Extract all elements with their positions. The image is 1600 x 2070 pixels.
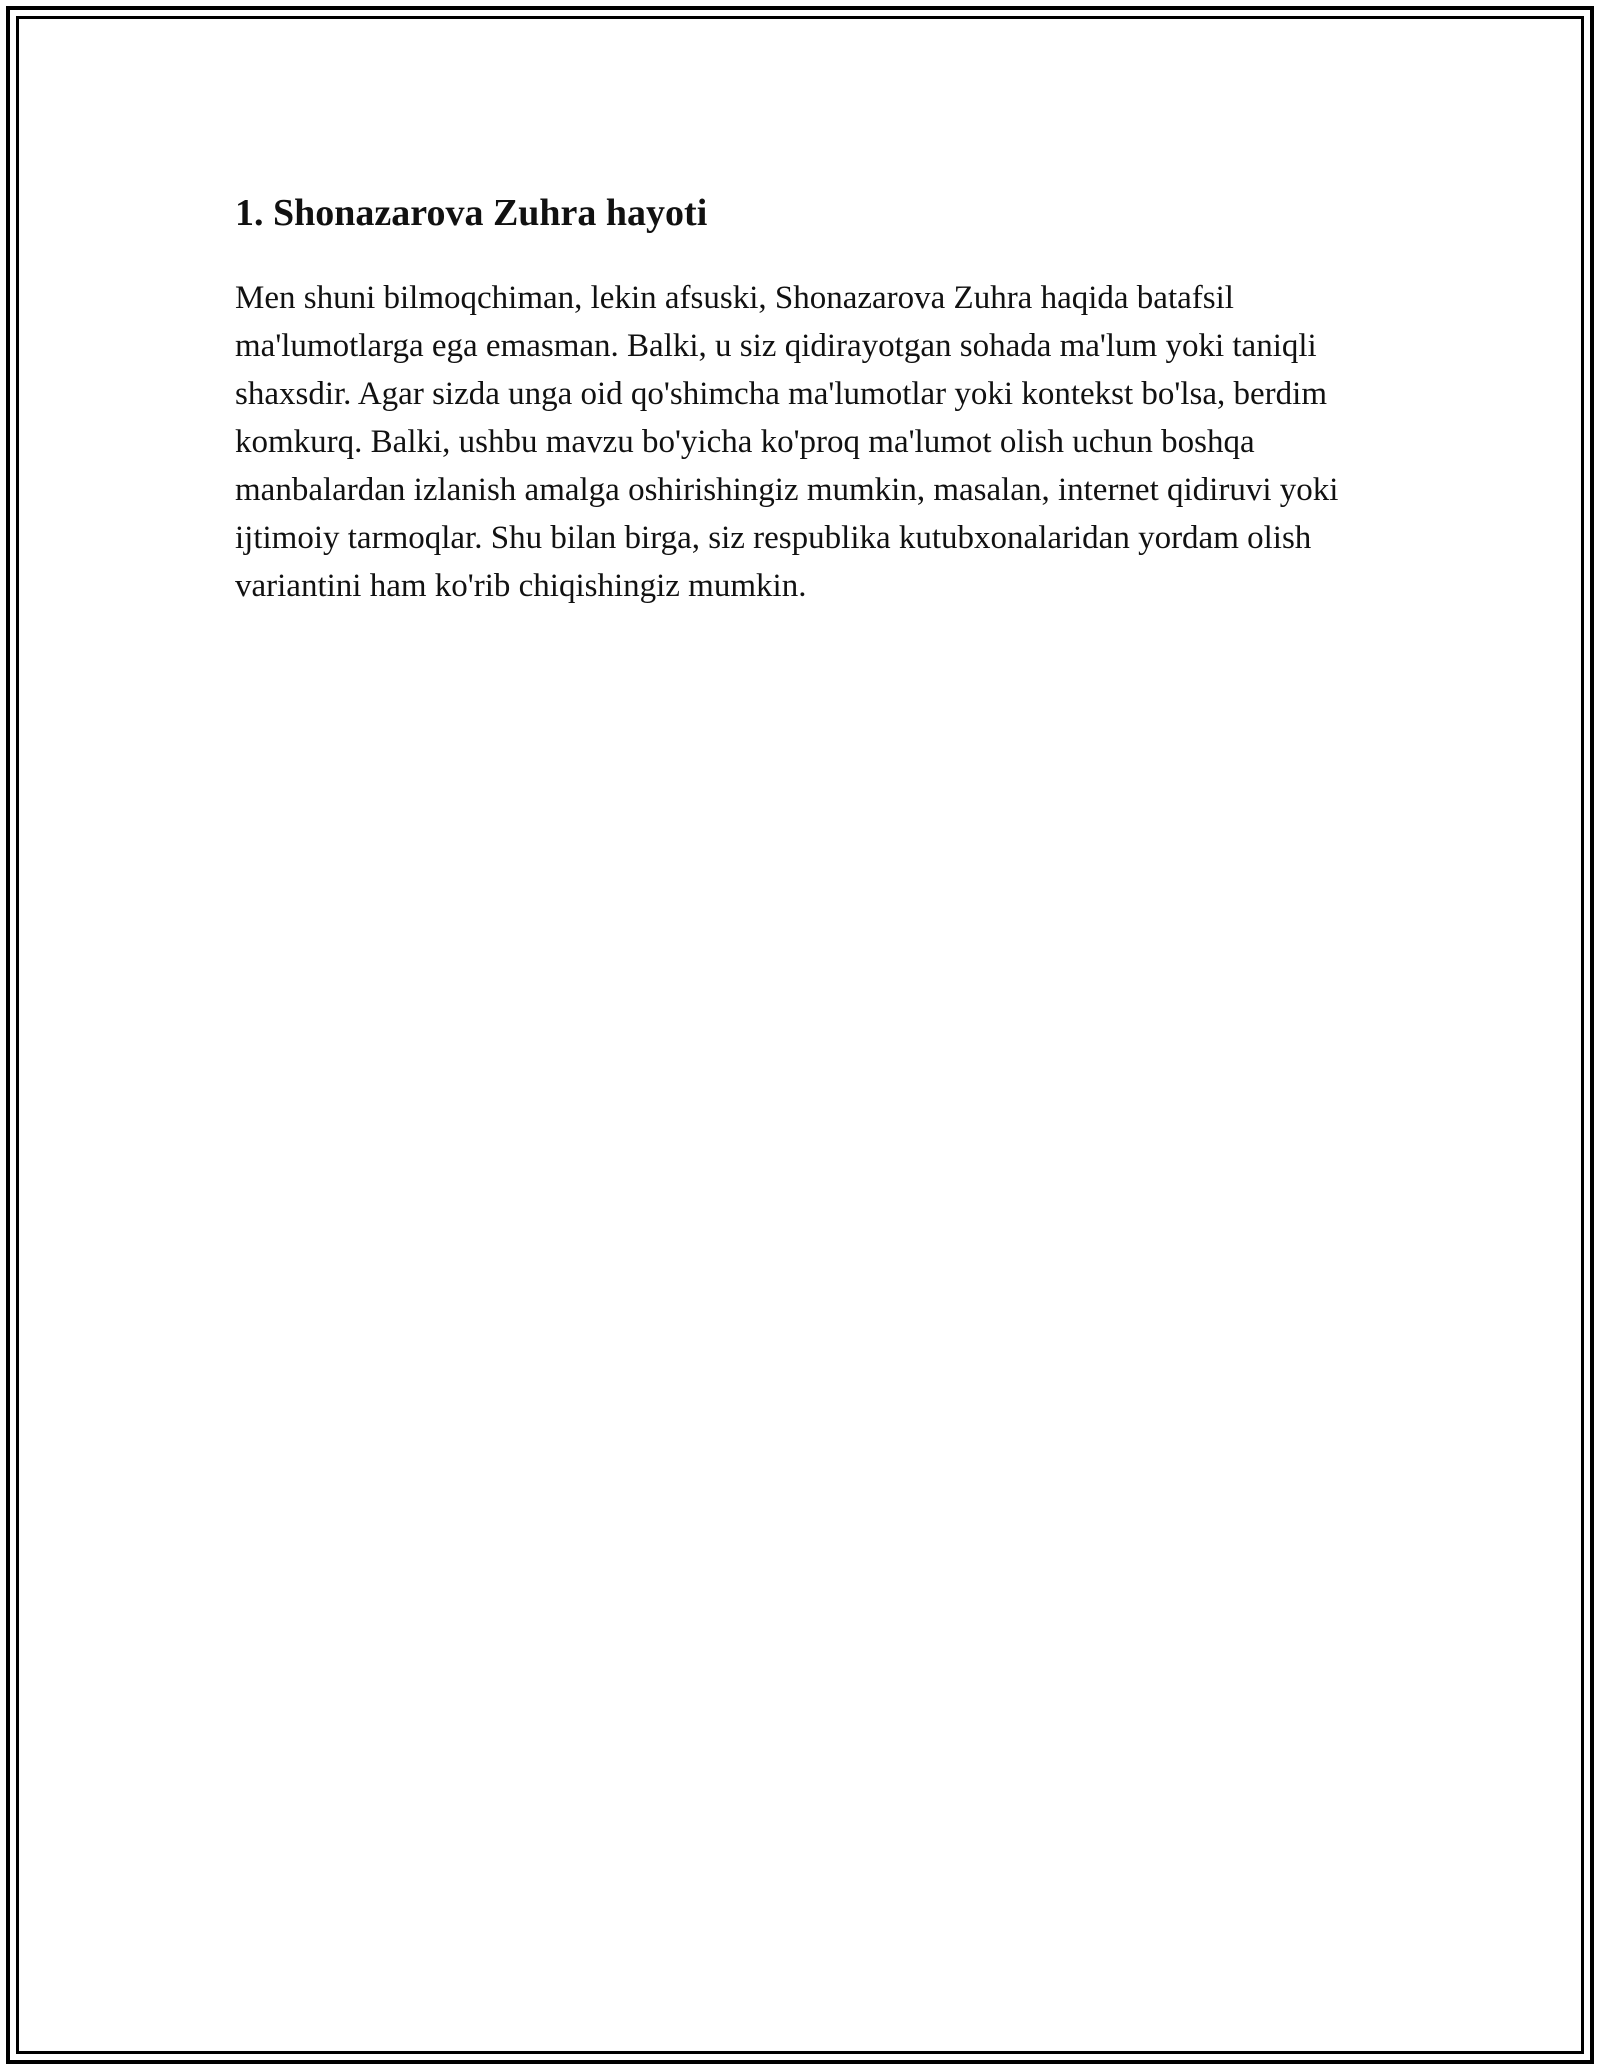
- section-heading: 1. Shonazarova Zuhra hayoti: [235, 192, 708, 234]
- document-body: [235, 186, 1375, 610]
- section-paragraph: Men shuni bilmoqchiman, lekin afsuski, Shonazarova Zuhra haqida batafsil ma'lumotlarga ega emasman. Balki, u siz qidirayotgan sohada ma'lum yoki taniqli shaxsdir. Agar sizda unga oid qo'shimcha ma'lumotlar yoki kontekst bo'lsa, berdim komkurq. Balki, ushbu mavzu bo'yicha ko'proq ma'lumot olish uchun boshqa manbalardan izlanish amalga oshirishingiz mumkin, masalan, internet qidiruvi yoki ijtimoiy tarmoqlar. Shu bilan birga, siz respublika kutubxonalaridan yordam olish variantini ham ko'rib chiqishingiz mumkin.: [235, 280, 1339, 604]
